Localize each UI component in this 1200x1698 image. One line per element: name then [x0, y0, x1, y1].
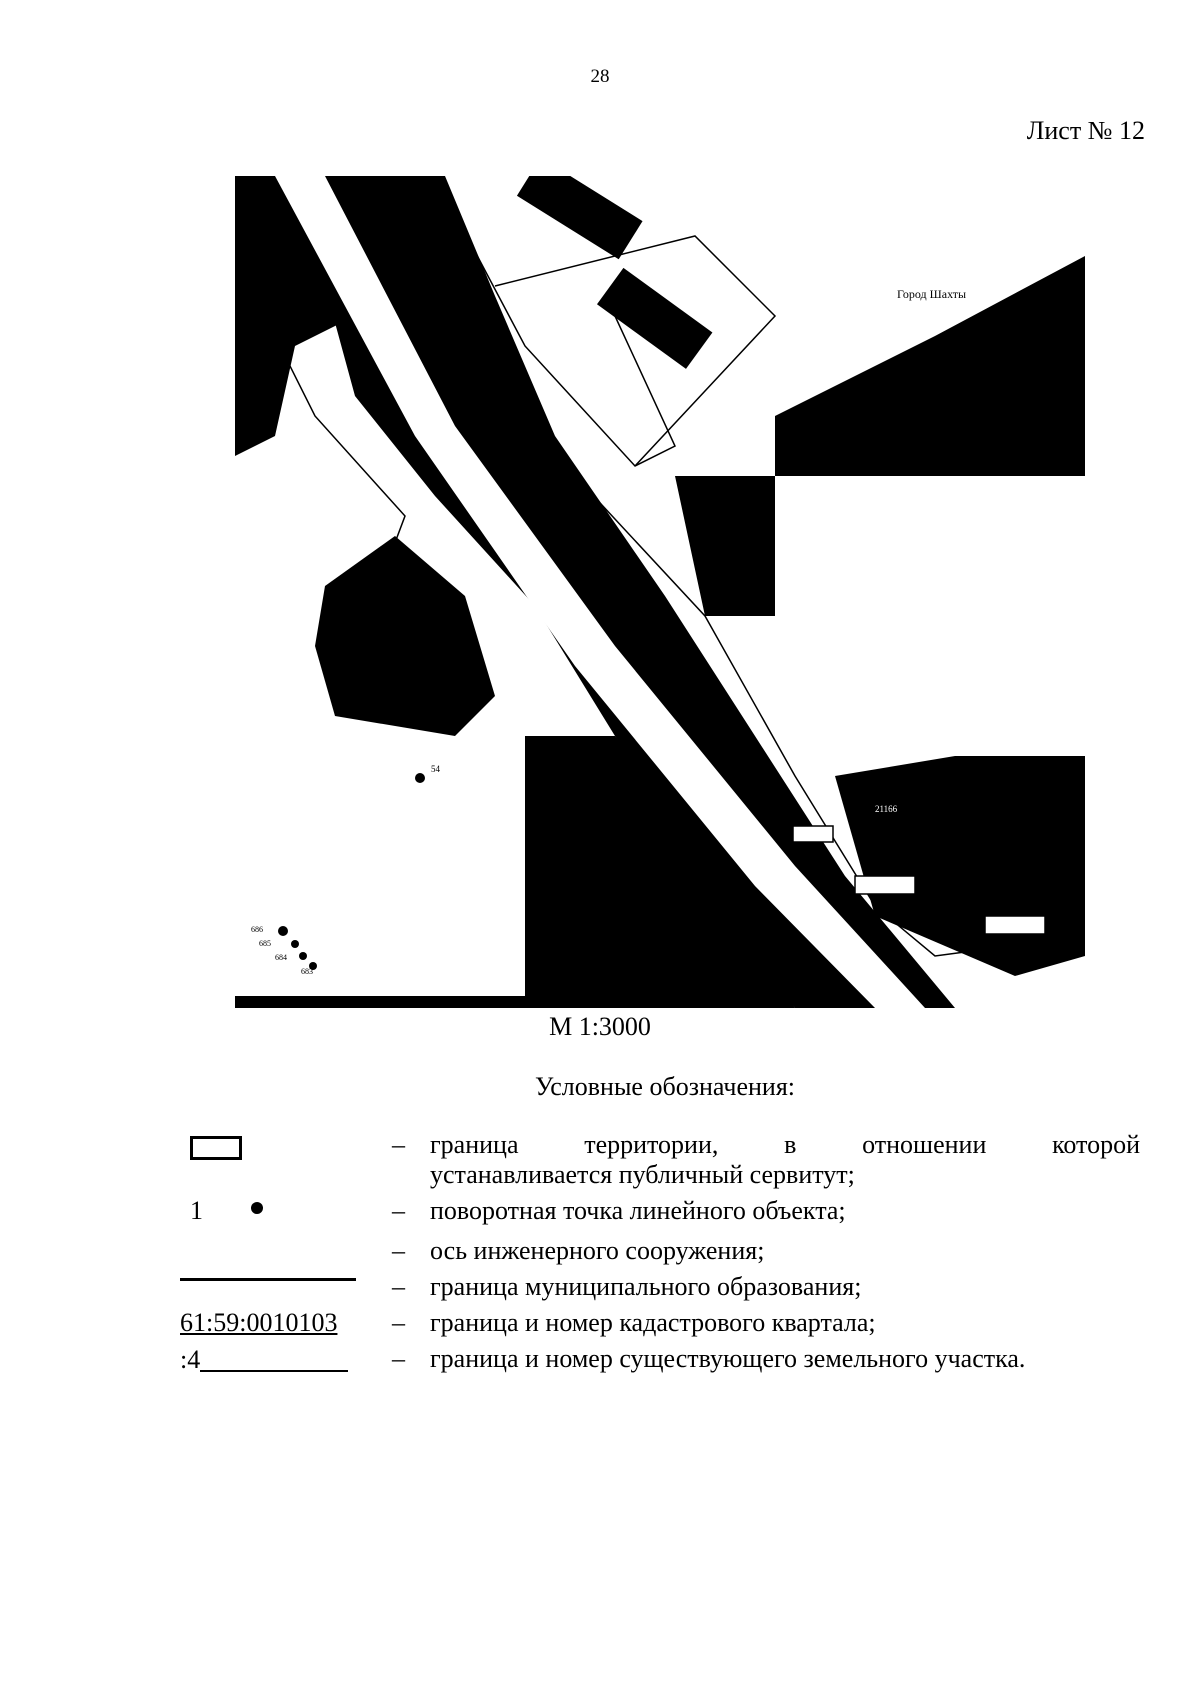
map-image	[235, 176, 1085, 1008]
turning-point	[299, 952, 307, 960]
cadastral-quarter-code: 61:59:0010103	[180, 1308, 338, 1337]
legend-text: граница муниципального образования;	[430, 1272, 862, 1301]
legend-text: поворотная точка линейного объекта;	[430, 1196, 846, 1225]
legend-dash: –	[392, 1130, 405, 1159]
map-label-small: 21166	[875, 804, 898, 814]
legend-text: устанавливается публичный сервитут;	[430, 1160, 855, 1189]
servitude-boundary-symbol	[180, 1130, 356, 1167]
map-label-point: 54	[431, 764, 440, 774]
legend-title: Условные обозначения:	[534, 1072, 796, 1101]
map-label-town: Город Шахты	[897, 287, 967, 301]
turning-point	[278, 926, 288, 936]
turning-point	[415, 773, 425, 783]
legend-dash: –	[392, 1196, 405, 1225]
blank-area	[235, 736, 525, 986]
municipal-boundary-symbol	[180, 1278, 356, 1281]
blank-area	[775, 476, 1085, 736]
legend-item-turning-point	[180, 1196, 1140, 1236]
map-label-point: 684	[275, 953, 287, 962]
turning-point-symbol	[180, 1196, 356, 1226]
servitude-boundary	[793, 826, 833, 842]
servitude-boundary	[985, 916, 1045, 934]
legend-dash: –	[392, 1344, 405, 1373]
map-label-point: 686	[251, 925, 263, 934]
page-number: 28	[590, 66, 610, 87]
servitude-boundary	[855, 876, 915, 894]
legend-text: граница и номер кадастрового квартала;	[430, 1308, 876, 1337]
legend-text: ось инженерного сооружения;	[430, 1236, 765, 1265]
legend-item-municipal-boundary	[180, 1272, 1140, 1308]
legend-text: граница территории, в отношении которой	[430, 1130, 1140, 1159]
legend-text: граница и номер существующего земельного участка.	[430, 1344, 1026, 1373]
map-label-point: 685	[259, 939, 271, 948]
legend-item-engineering-axis	[180, 1236, 1140, 1272]
legend-dash: –	[392, 1308, 405, 1337]
sheet-label: Лист № 12	[1026, 116, 1145, 145]
map-label-point: 683	[301, 967, 313, 976]
turning-point	[291, 940, 299, 948]
legend-item-servitude-boundary	[180, 1130, 1140, 1194]
legend-dash: –	[392, 1236, 405, 1265]
turning-point-number: 1	[190, 1196, 203, 1225]
map-label-cadastral: 0020521	[875, 458, 910, 469]
land-parcel-code: :4	[180, 1345, 201, 1374]
map-scale: М 1:3000	[549, 1012, 651, 1041]
legend-item-cadastral-quarter	[180, 1308, 1140, 1344]
legend-dash: –	[392, 1272, 405, 1301]
legend-item-land-parcel	[180, 1344, 1140, 1380]
legend	[180, 1130, 1140, 1380]
map-strip	[235, 996, 525, 1008]
